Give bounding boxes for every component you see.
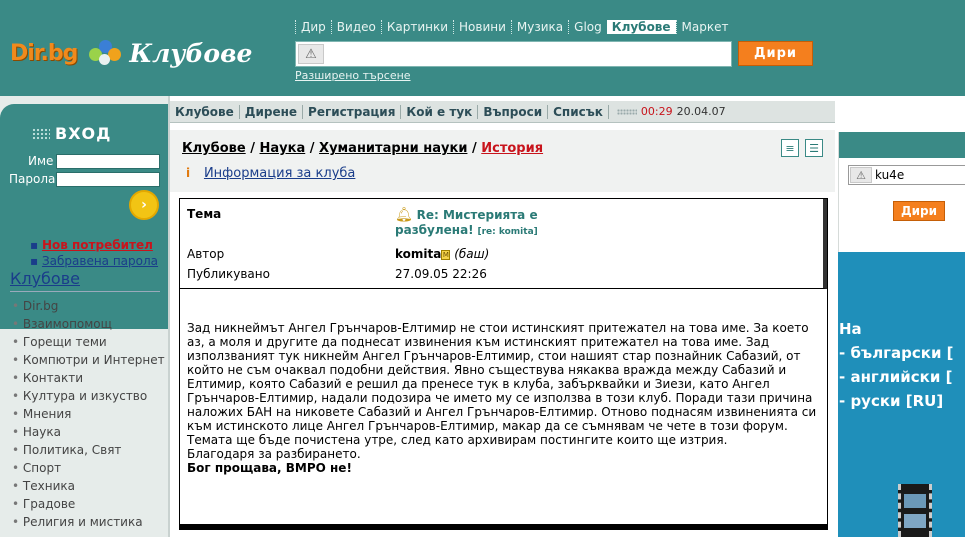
post-body — [187, 321, 823, 475]
right-search-input[interactable] — [848, 165, 965, 185]
advanced-search-link[interactable]: Разширено търсене — [295, 69, 411, 82]
sidebar-item-science[interactable]: • Наука — [12, 423, 165, 441]
breadcrumb-area — [170, 130, 835, 192]
forum-post — [179, 198, 828, 530]
sidebar-item-politics[interactable]: • Политика, Свят — [12, 441, 165, 459]
login-links: ▪ Нов потребител ▪ Забравена парола — [30, 238, 159, 268]
sidebar-item-hot-topics[interactable]: • Горещи теми — [12, 333, 165, 351]
post-author — [395, 247, 489, 261]
search-input[interactable] — [295, 41, 732, 67]
club-info-link[interactable]: Информация за клуба — [203, 166, 356, 181]
topnav-images[interactable]: Картинки — [381, 20, 453, 34]
right-search-value: ku4e — [875, 168, 905, 182]
thread-view-icon[interactable]: ☰ — [805, 139, 823, 157]
subnav-search[interactable]: Дирене — [240, 105, 303, 119]
subnav-register[interactable]: Регистрация — [303, 105, 401, 119]
view-toggle — [781, 139, 823, 157]
post-signature: Бог прощава, ВМРО не! — [187, 461, 352, 475]
film-strip-icon — [898, 484, 932, 537]
forum-navigation — [170, 101, 835, 123]
warning-icon: ⚠ — [298, 44, 324, 64]
subject-label: Тема — [187, 207, 222, 221]
published-label: Публикувано — [187, 267, 270, 281]
flat-view-icon[interactable]: ≡ — [781, 139, 799, 157]
post-header — [180, 199, 827, 289]
forgot-password-link[interactable]: Забравена парола — [41, 254, 159, 268]
site-header — [0, 0, 965, 96]
post-date: 27.09.05 22:26 — [395, 267, 487, 281]
sidebar-item-contacts[interactable]: • Контакти — [12, 369, 165, 387]
author-label: Автор — [187, 247, 225, 261]
divider — [10, 291, 160, 292]
sidebar-item-religion[interactable]: • Религия и мистика — [12, 513, 165, 531]
right-search-button[interactable]: Дири — [893, 201, 945, 221]
sidebar-item-tech[interactable]: • Техника — [12, 477, 165, 495]
right-header-bar — [839, 132, 965, 158]
topnav-market[interactable]: Маркет — [676, 20, 734, 34]
breadcrumb-science[interactable]: Наука — [259, 141, 306, 156]
post-paragraph: Зад никнеймът Ангел Грънчаров-Елтимир не стои истинският притежател на това име. За което аз, а моля и другите да поднесат извинения към истинският притежател на това име. Зад използваният тук никнейм Ангел Грънчаров-Елтимир, стои нашият стар познайник Сабазий, от който не съм очаквал подобни действия. Явно съществува някаква вражда между Сабазий и Елтимир, която Сабазий е решил да пренесе тук в клуба, забърквайки и Зиези, като Ангел Грънчаров-Елтимир, надали подозира че името му се използва в този клуб. Поради тази причина наложих БАН на никовете Сабазий и Ангел Грънчаров-Елтимир. Отново поднасям извиненията си към истинското лице Ангел Грънчаров-Елтимир, макар да се съмнявам че чете в този форум. — [187, 321, 817, 433]
topnav-clubs[interactable]: Клубове — [607, 20, 676, 34]
author-note: (баш) — [454, 247, 490, 261]
sidebar-item-sport[interactable]: • Спорт — [12, 459, 165, 477]
topnav-video[interactable]: Видео — [331, 20, 381, 34]
club-info — [186, 166, 355, 181]
subnav-clubs[interactable]: Клубове — [170, 105, 240, 119]
new-user-link[interactable]: Нов потребител — [41, 238, 153, 252]
sidebar-item-cities[interactable]: • Градове — [12, 495, 165, 513]
subnav-list[interactable]: Списък — [548, 105, 609, 119]
left-sidebar — [0, 96, 168, 537]
subnav-who-is-here[interactable]: Кой е тук — [401, 105, 478, 119]
author-name[interactable]: komita — [395, 247, 442, 261]
breadcrumb-history[interactable]: История — [481, 141, 544, 156]
info-icon: i — [186, 166, 191, 180]
reply-ref: [re: komita] — [477, 227, 538, 237]
topnav-glog[interactable]: Glog — [568, 20, 607, 34]
subnav-questions[interactable]: Въпроси — [478, 105, 548, 119]
username-field[interactable] — [56, 154, 160, 169]
warning-icon: ⚠ — [850, 167, 872, 183]
logo-clubs: Клубове — [129, 38, 253, 68]
topnav-music[interactable]: Музика — [511, 20, 568, 34]
login-panel — [0, 104, 168, 329]
login-title: ВХОД — [55, 124, 112, 143]
people-icon — [87, 38, 123, 68]
post-paragraph: Благодаря за разбирането. — [187, 447, 361, 461]
dots-icon — [617, 109, 637, 115]
ad-text: - английски [ — [839, 368, 953, 386]
post-footer-bar — [180, 524, 827, 530]
name-label: Име — [28, 154, 54, 168]
category-list — [12, 297, 165, 531]
clubs-heading[interactable]: Клубове — [10, 269, 80, 288]
current-date: 20.04.07 — [676, 105, 726, 118]
password-label: Парола — [9, 172, 56, 186]
sidebar-item-culture[interactable]: • Култура и изкуство — [12, 387, 165, 405]
post-paragraph: Темата ще бъде почистена утре, след като архивирам постингите които ще изтрия. — [187, 433, 728, 447]
post-title[interactable]: Re: Мистерията е разбулена! — [395, 208, 538, 237]
site-logo[interactable] — [10, 38, 252, 68]
password-field[interactable] — [56, 172, 160, 187]
breadcrumb-humanities[interactable]: Хуманитарни науки — [319, 141, 468, 156]
search-button[interactable]: Дири — [738, 41, 813, 66]
login-arrow-icon[interactable]: › — [129, 190, 159, 220]
logo-dir: Dir.bg — [10, 40, 78, 66]
post-subject — [395, 207, 585, 238]
right-search-panel — [838, 132, 965, 252]
topnav-dir[interactable]: Дир — [295, 20, 331, 34]
topnav-news[interactable]: Новини — [453, 20, 511, 34]
breadcrumb-clubs[interactable]: Клубове — [182, 141, 246, 156]
sidebar-item-dir[interactable]: • Dir.bg — [12, 297, 165, 315]
sidebar-item-mutual-help[interactable]: • Взаимопомощ — [12, 315, 165, 333]
ad-text: - руски [RU] — [839, 392, 944, 410]
ad-text: На — [839, 320, 862, 338]
breadcrumb: Клубове / Наука / Хуманитарни науки / История — [182, 141, 544, 156]
advertisement[interactable] — [838, 252, 965, 537]
ad-text: - български [ — [839, 344, 954, 362]
moderator-icon: M — [442, 251, 449, 259]
current-time: 00:29 — [640, 105, 673, 118]
top-navigation — [295, 18, 734, 36]
sidebar-item-opinions[interactable]: • Мнения — [12, 405, 165, 423]
sidebar-item-computers[interactable]: • Компютри и Интернет — [12, 351, 165, 369]
bell-icon: 🔔︎ — [395, 207, 413, 223]
